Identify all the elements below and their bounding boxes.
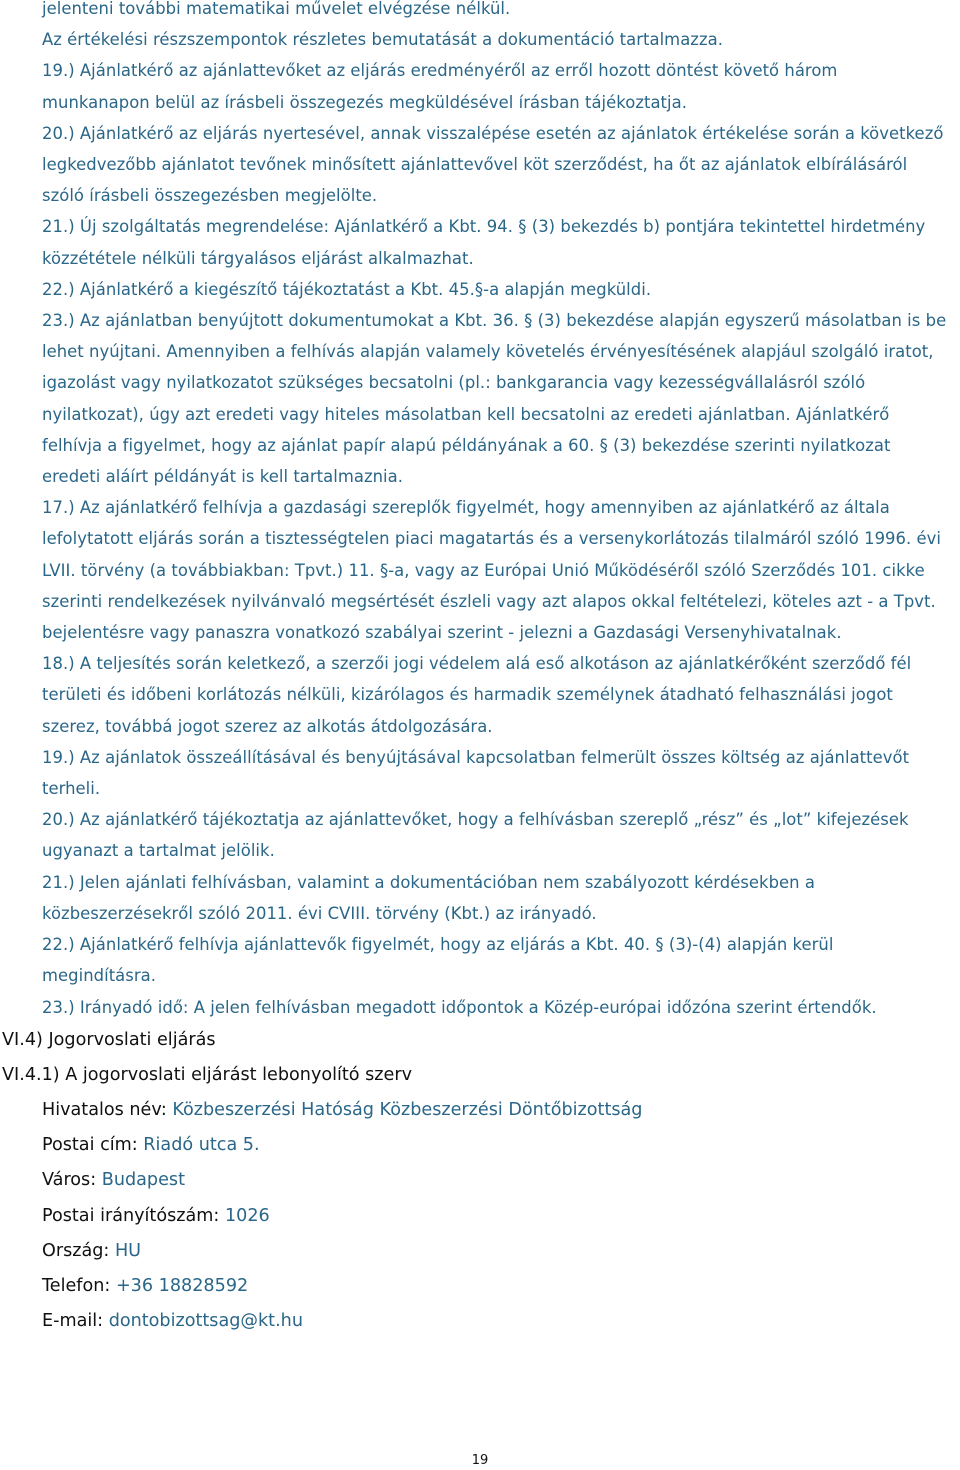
paragraph-23b: 23.) Irányadó idő: A jelen felhívásban megadott időpontok a Közép-európai időzóna szerint értendők. [42, 997, 877, 1017]
field-label: Ország: [42, 1240, 115, 1261]
section-heading: VI.4) Jogorvoslati eljárás [2, 1029, 216, 1050]
paragraph-20: 20.) Ajánlatkérő az eljárás nyertesével, annak visszalépése esetén az ajánlatok értékelése során a következő legkedvezőbb ajánlatot tevőnek minősített ajánlattevővel köt szerződést, ha őt az ajánlatok elbírálásáról szóló írásbeli összegezésben megjelölte. [42, 123, 944, 206]
field-label: Telefon: [42, 1276, 116, 1297]
subsection-heading: VI.4.1) A jogorvoslati eljárást lebonyolító szerv [2, 1064, 413, 1085]
field-value: Közbeszerzési Hatóság Közbeszerzési Döntőbizottság [172, 1099, 643, 1120]
paragraph-continuation: jelenteni további matematikai művelet elvégzése nélkül. [42, 0, 511, 18]
paragraph-23: 23.) Az ajánlatban benyújtott dokumentumokat a Kbt. 36. § (3) bekezdése alapján egyszerű másolatban is be lehet nyújtani. Amennyiben a felhívás alapján valamely követelés érvényesítésének alapjául szolgáló iratot, igazolást vagy nyilatkozatot szükséges becsatolni (pl.: bankgarancia vagy kezességvállalásról szóló nyilatkozat), úgy azt eredeti vagy hiteles másolatban kell becsatolni az eredeti ajánlatban. Ajánlatkérő felhívja a figyelmet, hogy az ajánlat papír alapú példányának a 60. § (3) bekezdése szerinti nyilatkozat eredeti aláírt példányát is kell tartalmaznia. [42, 311, 947, 487]
paragraph-22: 22.) Ajánlatkérő a kiegészítő tájékoztatást a Kbt. 45.§-a alapján megküldi. [42, 279, 652, 299]
paragraph-18: 18.) A teljesítés során keletkező, a szerzői jogi védelem alá eső alkotáson az ajánlatkérőként szerződő fél területi és időbeni korlátozás nélküli, kizárólagos és harmadik személynek átadható felhasználási jogot szerez, továbbá jogot szerez az alkotás átdolgozására. [42, 654, 912, 736]
paragraph-21: 21.) Új szolgáltatás megrendelése: Ajánlatkérő a Kbt. 94. § (3) bekezdés b) pontjára tekintettel hirdetmény közzététele nélküli tárgyalásos eljárást alkalmazhat. [42, 217, 926, 268]
field-country [42, 1234, 960, 1269]
field-value: 1026 [224, 1205, 270, 1226]
field-email [42, 1304, 960, 1339]
paragraph-17: 17.) Az ajánlatkérő felhívja a gazdasági szereplők figyelmét, hogy amennyiben az ajánlatkérő az általa lefolytatott eljárás során a tisztességtelen piaci magatartás és a versenykorlátozás tilalmáról szóló 1996. évi LVII. törvény (a továbbiakban: Tpvt.) 11. §-a, vagy az Európai Unió Működéséről szóló Szerződés 101. cikke szerinti rendelkezések nyilvánvaló megsértését észleli vagy azt alapos okkal feltételezi, köteles azt - a Tpvt. bejelentésre vagy panaszra vonatkozó szabályai szerint - jelezni a Gazdasági Versenyhivatalnak. [42, 498, 942, 643]
field-value: Riadó utca 5. [143, 1135, 260, 1155]
paragraph-19: 19.) Ajánlatkérő az ajánlattevőket az eljárás eredményéről az erről hozott döntést követő három munkanapon belül az írásbeli összegezés megküldésével írásban tájékoztatja. [42, 61, 838, 112]
field-phone [42, 1269, 960, 1304]
field-postal-code [42, 1199, 960, 1234]
field-label: Hivatalos név: [42, 1099, 173, 1120]
paragraph-19b: 19.) Az ajánlatok összeállításával és benyújtásával kapcsolatban felmerült összes költség az ajánlattevőt terheli. [42, 747, 910, 799]
field-label: Postai cím: [42, 1135, 144, 1155]
paragraph-22b: 22.) Ajánlatkérő felhívja ajánlattevők figyelmét, hogy az eljárás a Kbt. 40. § (3)-(4) alapján kerül megindításra. [42, 935, 834, 986]
field-label: Város: [42, 1170, 102, 1191]
email-link[interactable]: dontobizottsag@kt.hu [108, 1311, 303, 1332]
field-value: +36 18828592 [115, 1276, 249, 1297]
field-city [42, 1163, 960, 1198]
field-postal-address [42, 1128, 960, 1163]
field-value: HU [114, 1240, 142, 1261]
page-number: 19 [471, 1453, 489, 1468]
field-label: Postai irányítószám: [42, 1205, 225, 1226]
paragraph-evaluation-note: Az értékelési részszempontok részletes bemutatását a dokumentáció tartalmazza. [42, 30, 723, 50]
field-official-name [42, 1093, 960, 1128]
paragraph-20b: 20.) Az ajánlatkérő tájékoztatja az ajánlattevőket, hogy a felhívásban szereplő „rész” és „lot” kifejezések ugyanazt a tartalmat jelölik. [42, 810, 909, 861]
paragraph-21b: 21.) Jelen ajánlati felhívásban, valamint a dokumentációban nem szabályozott kérdésekben a közbeszerzésekről szóló 2011. évi CVIII. törvény (Kbt.) az irányadó. [42, 872, 815, 923]
field-value: Budapest [101, 1170, 185, 1191]
field-label: E-mail: [42, 1311, 109, 1332]
